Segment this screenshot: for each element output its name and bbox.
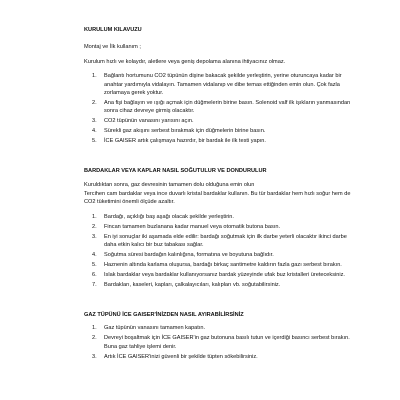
list-item: 1. Gaz tüpünün vanasını tamamen kapatın. (92, 325, 206, 332)
removal-steps-list (84, 324, 360, 361)
section-heading-removal: GAZ TÜPÜNÜ İCE GAISER'İNİZDEN NASIL AYIRABİLİRSİNİZ (84, 311, 244, 318)
list-item: 2. Fincan tamamen buzlanana kadar manuel veya otomatik butona basın. (92, 223, 280, 230)
install-steps-list (84, 72, 360, 145)
list-item: 7. Bardakları, kaseleri, kapları, çalkalayıcıları, kalıpları vb. soğutabilirsiniz. (92, 281, 281, 288)
intro-line-1: Montaj ve İlk kullanım ; (84, 44, 141, 51)
list-item: 5. İCE GAISER artık çalışmaya hazırdır, bir bardak ile ilk testi yapın. (92, 137, 266, 144)
intro-line-2: Kurulum hızlı ve kolaydır, aletlere veya geniş depolama alanına ihtiyacınız olmaz. (84, 58, 286, 65)
list-item: 4. Sürekli gaz akışını serbest bırakmak için düğmelerin birine basın. (92, 128, 266, 135)
doc-title: KURULUM KILAVUZU (84, 27, 142, 33)
cooling-intro-1: Kuruldıktan sonra, gaz devresinin tamamen dolu olduğuna emin olun (84, 181, 255, 188)
cooling-steps-list (84, 213, 360, 289)
list-item: 2. Ana fişi bağlayın ve ışığı açmak için düğmelerin birine basın. Solenoid valf ilk işıkların yanmasından sonra cihaz devreye girmiş olacaktır. (92, 99, 351, 115)
list-item: 6. Islak bardaklar veya bardaklar kullanıyorsanız bardak yüzeyinde ufak buz kristalleri üreteceksiniz. (92, 271, 345, 278)
list-item: 1. Bardağı, açıklığı baş aşağı olacak şekilde yerleştirin. (92, 213, 234, 220)
list-item: 5. Haznenin altında karlama oluşursa, bardağı birkaç santimetre kaldırın fazla gazı serbest bırakın. (92, 261, 342, 268)
cooling-intro-2: Tercihen cam bardaklar veya ince duvarlı kristal bardaklar kullanın. Bu tür bardaklar hem hızlı soğur hem de CO2 tüketimini önemli ölçüde azaltır. (84, 191, 351, 206)
list-item: 3. En iyi sonuçlar iki aşamada elde edilir: bardağı soğutmak için ilk darbe yeterli olacaktır ikinci darbe daha etkin kalıcı bir buz tabakası sağlar. (92, 233, 347, 249)
list-item: 3. Artık İCE GAISER'inizi güvenli bir şekilde tüpten sökebilirsiniz. (92, 353, 258, 360)
section-heading-cooling: BARDAKLAR VEYA KAPLAR NASIL SOĞUTULUR VE DONDURULUR (84, 168, 267, 175)
list-item: 4. Soğutma süresi bardağın kalınlığına, formatına ve boyutuna bağlıdır. (92, 251, 274, 258)
list-item: 3. CO2 tüpünün vanasını yarısını açın. (92, 118, 194, 125)
list-item: 2. Devreyi boşaltmak için İCE GAISER'in gaz butonuna basılı tutun ve içerdiği basıncı serbest bırakın. Buna gaz tahliye işlemi denir. (92, 335, 350, 350)
list-item: 1. Bağlantı hortumunu CO2 tüpünün dişine bakacak şekilde yerleştirin, yerine oturuncaya kadar bir anahtar yardımıyla vidalayın. Tamamen vidalanıp ve dibe temas ettiğinden emin olun. Çok fazla zorlamaya gerek yoktur. (92, 73, 342, 96)
